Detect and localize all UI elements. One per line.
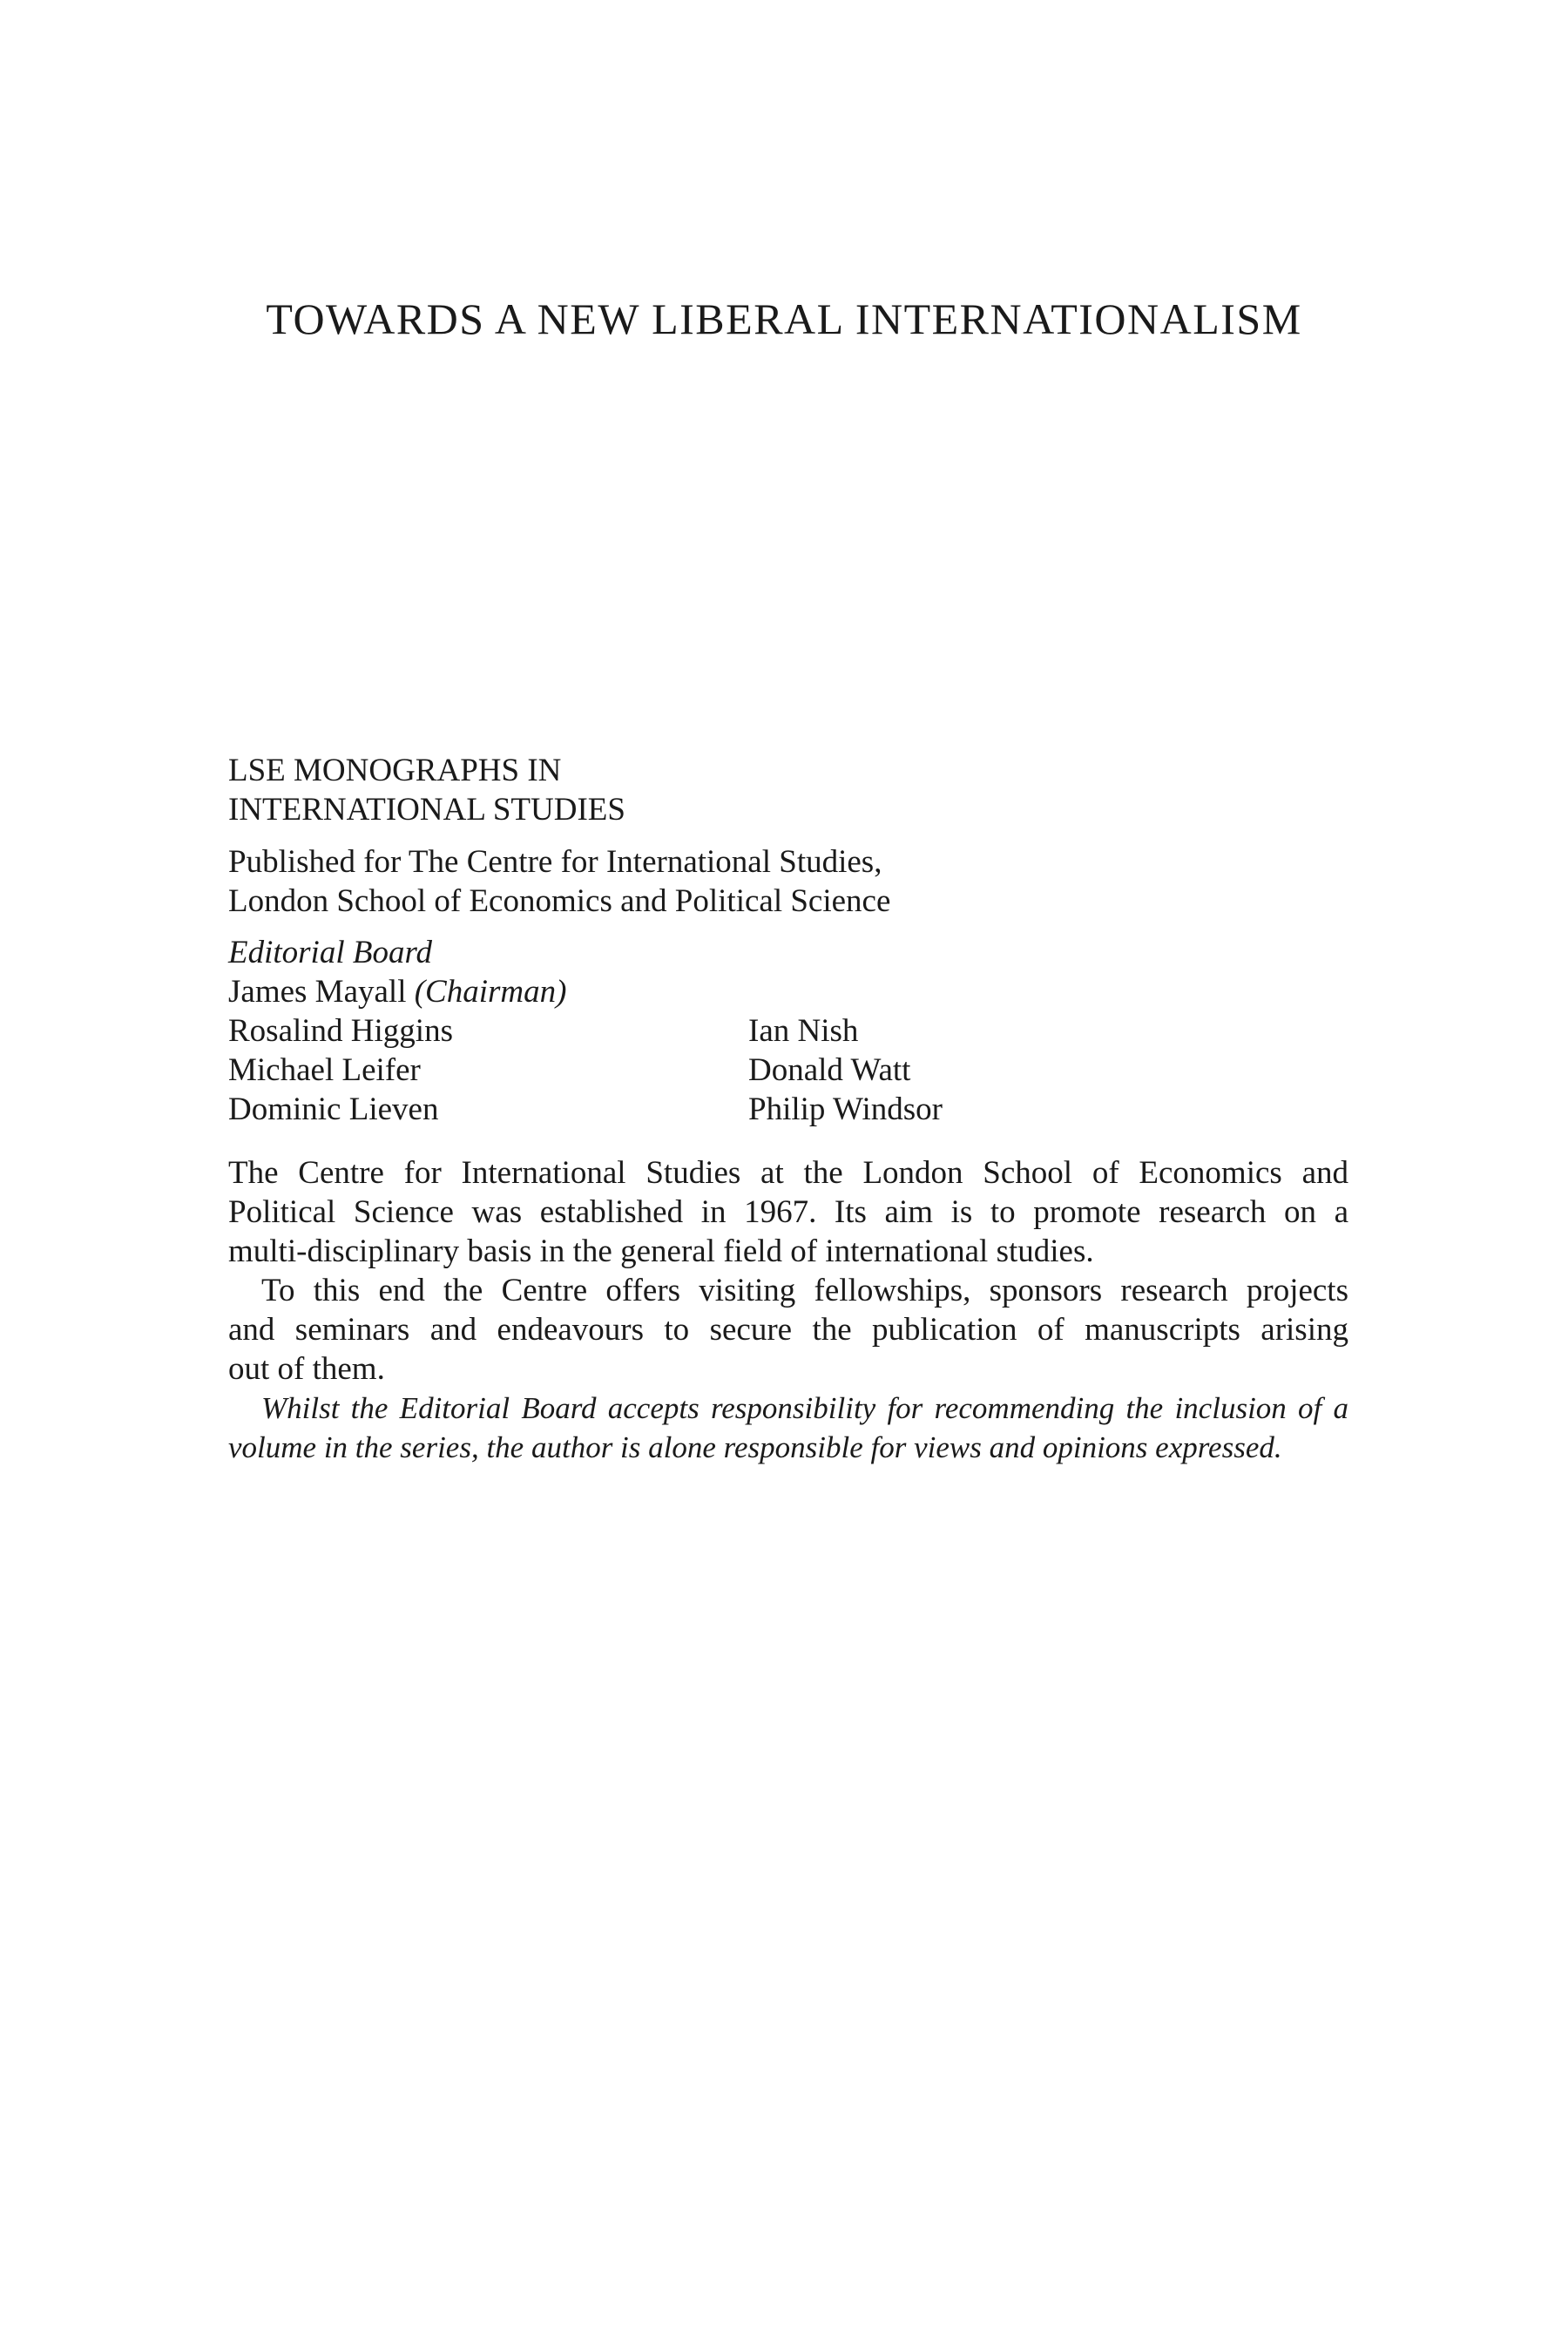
board-member: Michael Leifer [228, 1052, 421, 1088]
description-line: Political Science was established in 1967. Its aim is to promote research on a [228, 1194, 1348, 1230]
description-line: The Centre for International Studies at the London School of Economics and [228, 1155, 1348, 1191]
chairman-name: James Mayall [228, 974, 407, 1010]
series-title-line-1: LSE MONOGRAPHS IN [228, 753, 562, 788]
publisher-line-2: London School of Economics and Political Science [228, 883, 891, 919]
series-information [228, 751, 1361, 1467]
series-title-line-2: INTERNATIONAL STUDIES [228, 792, 625, 828]
chairman-role: (Chairman) [414, 974, 567, 1010]
board-members [228, 1011, 1361, 1129]
board-member: Rosalind Higgins [228, 1013, 453, 1049]
centre-description [228, 1153, 1348, 1467]
disclaimer-line: volume in the series, the author is alone responsible for views and opinions expressed. [228, 1430, 1282, 1464]
board-member: Dominic Lieven [228, 1092, 439, 1127]
description-line: multi-disciplinary basis in the general field of international studies. [228, 1233, 1094, 1269]
publisher-statement [228, 842, 1361, 921]
publisher-line-1: Published for The Centre for International Studies, [228, 844, 882, 880]
description-line: and seminars and endeavours to secure the publication of manuscripts arising [228, 1312, 1348, 1348]
series-title [228, 751, 1361, 829]
disclaimer-line: Whilst the Editorial Board accepts responsibility for recommending the inclusion of a [261, 1391, 1348, 1425]
board-member: Philip Windsor [748, 1092, 943, 1127]
book-title: TOWARDS A NEW LIBERAL INTERNATIONALISM [266, 294, 1302, 343]
description-line: out of them. [228, 1351, 385, 1387]
editorial-board-heading: Editorial Board [228, 935, 432, 970]
description-line: To this end the Centre offers visiting fellowships, sponsors research projects [261, 1273, 1348, 1308]
board-member: Ian Nish [748, 1013, 859, 1049]
board-chairman [228, 972, 1361, 1011]
board-member: Donald Watt [748, 1052, 911, 1088]
